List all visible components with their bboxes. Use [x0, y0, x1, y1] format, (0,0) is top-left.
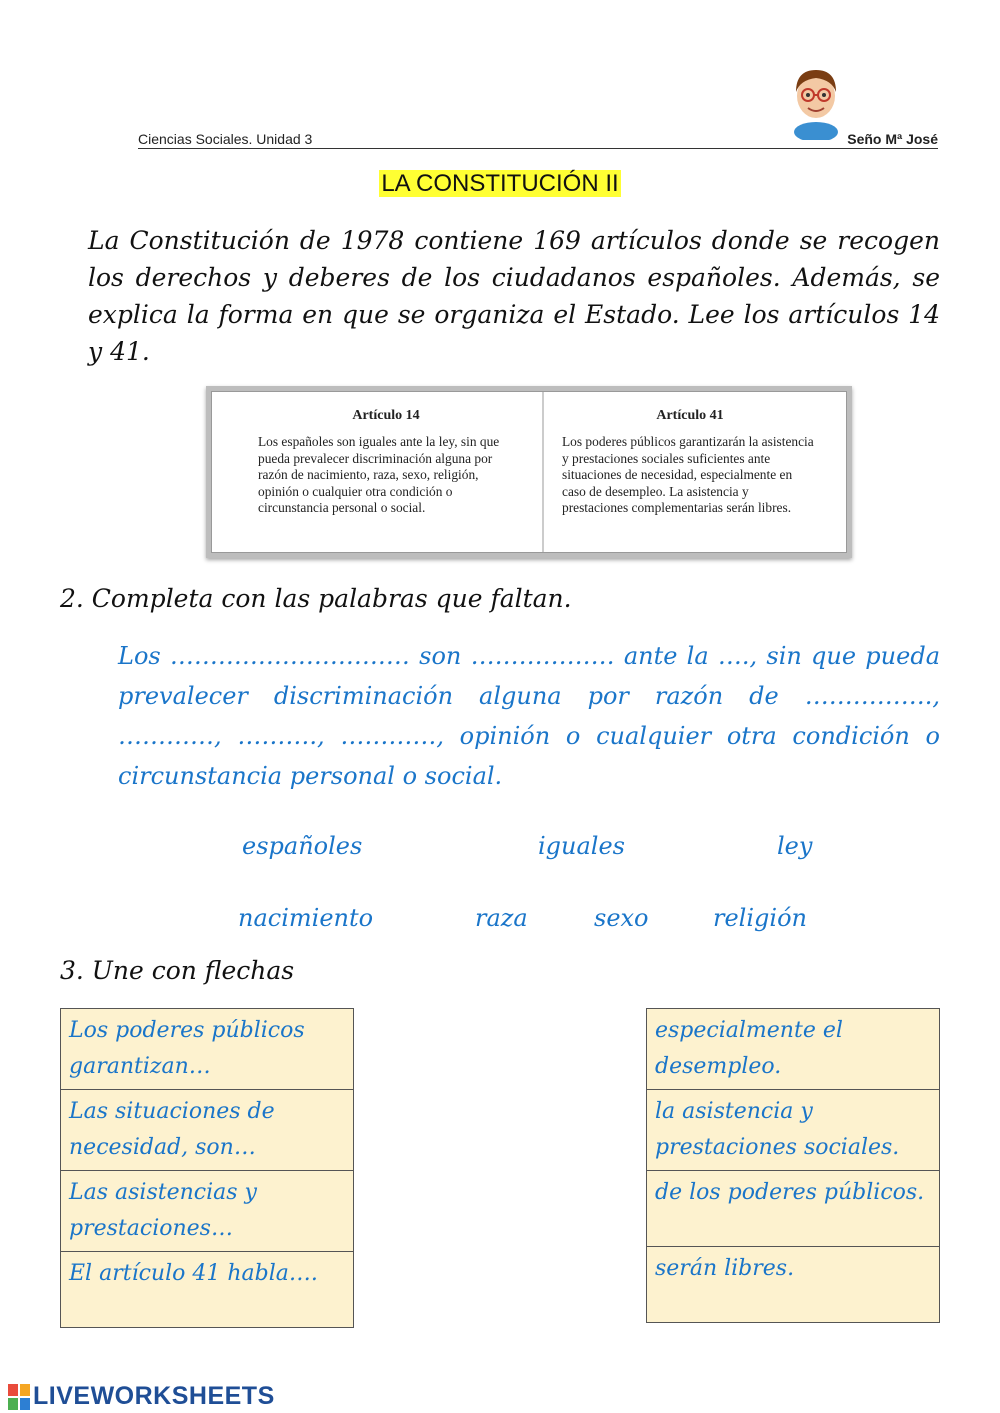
header-rule [138, 148, 938, 149]
cloze-text: Los ………………………… son ……………… ante la …., sin que pueda prevalecer discriminación alguna por razón de ……………., …………, ………., …………, opinión o cualquier otra condición o circunstancia personal o social. [118, 642, 940, 790]
book-page-left [212, 392, 542, 552]
header-teacher: Seño Mª José [847, 131, 938, 147]
book-page-right [542, 392, 846, 552]
article-41-heading: Artículo 41 [656, 408, 724, 423]
word-bank-item[interactable]: religión [713, 904, 807, 932]
match-left-item[interactable]: Las asistencias y prestaciones… [61, 1171, 354, 1252]
match-right-table [646, 1008, 940, 1323]
article-14-heading: Artículo 14 [352, 408, 420, 423]
match-right-item[interactable]: especialmente el desempleo. [647, 1009, 940, 1090]
liveworksheets-logo-icon [8, 1384, 30, 1410]
word-bank-item[interactable]: sexo [594, 904, 649, 932]
intro-paragraph: La Constitución de 1978 contiene 169 artículos donde se recogen los derechos y deberes de los ciudadanos españoles. Además, se explica la forma en que se organiza el Estado. Lee los artículos 14 y 41. [88, 226, 940, 366]
page-title-text: LA CONSTITUCIÓN II [381, 170, 619, 197]
match-left-table [60, 1008, 354, 1328]
header-subject: Ciencias Sociales. Unidad 3 [138, 131, 313, 147]
footer-brand [8, 1382, 275, 1411]
match-right-item[interactable]: la asistencia y prestaciones sociales. [647, 1090, 940, 1171]
article-14-text: Los españoles son iguales ante la ley, sin que pueda prevalecer discriminación alguna por razón de nacimiento, raza, sexo, religión, opinión o cualquier otra condición o circunstancia personal o social. [258, 434, 500, 516]
question-3-title: 3. Une con flechas [60, 956, 295, 985]
match-left-item[interactable]: Los poderes públicos garantizan… [61, 1009, 354, 1090]
word-bank-item[interactable]: españoles [242, 832, 363, 860]
word-bank-item[interactable]: iguales [538, 832, 625, 860]
teacher-avatar [786, 62, 846, 140]
match-left-item[interactable]: El artículo 41 habla…. [61, 1252, 354, 1328]
article-41-text: Los poderes públicos garantizarán la asistencia y prestaciones sociales suficientes ante situaciones de necesidad, especialmente en caso de desempleo. La asistencia y prestaciones complementarias serán libres. [562, 434, 814, 516]
word-bank-item[interactable]: nacimiento [238, 904, 374, 932]
word-bank-item[interactable]: ley [777, 832, 813, 860]
question-2-title: 2. Completa con las palabras que faltan. [60, 584, 572, 613]
word-bank-item[interactable]: raza [475, 904, 528, 932]
match-right-item[interactable]: de los poderes públicos. [647, 1171, 940, 1247]
footer-brand-text: LIVEWORKSHEETS [33, 1382, 275, 1410]
match-right-item[interactable]: serán libres. [647, 1247, 940, 1323]
page-title [0, 170, 1000, 198]
match-left-item[interactable]: Las situaciones de necesidad, son… [61, 1090, 354, 1171]
constitution-book-image [206, 386, 852, 558]
